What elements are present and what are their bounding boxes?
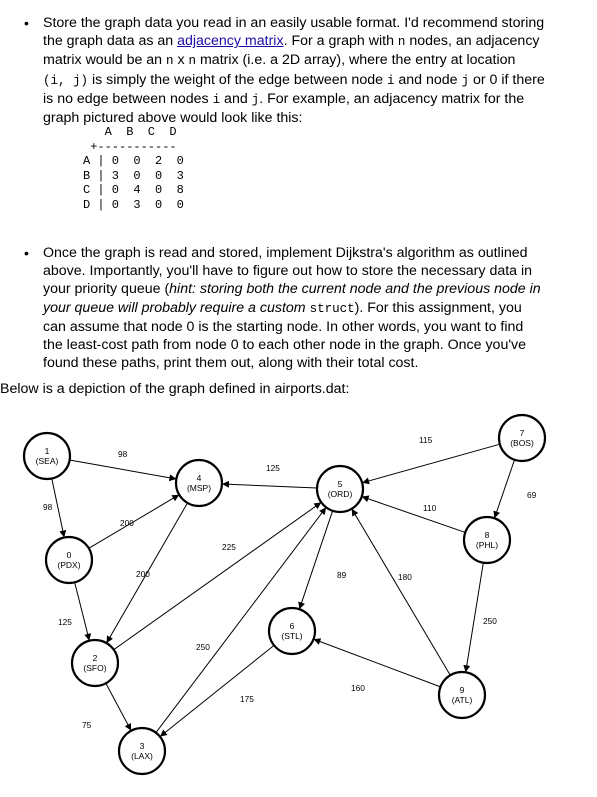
inline-code: j — [461, 73, 470, 88]
inline-code: (i, j) — [43, 73, 89, 88]
edge-9-6 — [314, 639, 441, 687]
text-run: and node — [394, 71, 462, 88]
edge-weight-9-5: 180 — [398, 572, 412, 582]
edge-1-0 — [52, 479, 64, 538]
text-run: the least-cost path from node 0 to each other node in the graph. Once you've — [43, 337, 527, 354]
edge-weight-6-3: 175 — [240, 694, 254, 704]
text-run: . For example, an adjacency matrix for the — [259, 90, 525, 107]
text-run: . For this assignment, you — [359, 299, 522, 316]
node-id: 1 — [44, 446, 50, 456]
edge-weight-1-0: 98 — [43, 502, 53, 512]
edge-weight-0-2: 125 — [58, 617, 72, 627]
node-id: 5 — [337, 479, 343, 489]
text-run: found these paths, print them out, along with their total cost. — [43, 355, 419, 372]
edge-8-9 — [466, 563, 484, 673]
text-run: x — [173, 52, 189, 69]
node-airport-code: (PHL) — [475, 540, 499, 550]
inline-code: n — [397, 35, 406, 50]
italic-hint: hint: storing both the current node and the previous node in — [169, 281, 541, 298]
node-id: 0 — [66, 550, 72, 560]
inline-code: j — [251, 92, 260, 107]
text-run: or 0 if there — [469, 71, 545, 88]
edge-weight-2-5: 225 — [222, 542, 236, 552]
italic-hint: your queue will probably require a custom — [43, 299, 310, 316]
node-id: 7 — [519, 428, 525, 438]
node-id: 3 — [139, 741, 145, 751]
edge-weight-2-3: 75 — [82, 720, 92, 730]
text-run: Store the graph data you read in an easily usable format. I'd recommend storing — [43, 15, 545, 31]
edge-weight-5-6: 89 — [337, 570, 347, 580]
text-run: your priority queue ( — [43, 281, 170, 298]
edge-weight-8-9: 250 — [483, 616, 497, 626]
node-airport-code: (ORD) — [327, 489, 353, 499]
node-airport-code: (BOS) — [510, 438, 534, 448]
text-run: nodes, an adjacency — [405, 33, 540, 50]
node-id: 9 — [459, 685, 465, 695]
graph-node-9 — [439, 672, 485, 718]
node-id: 8 — [484, 530, 490, 540]
text-run: ) — [354, 299, 360, 316]
edge-weight-0-4: 200 — [120, 518, 134, 528]
inline-code: i — [212, 92, 221, 107]
edge-weight-8-5: 110 — [423, 503, 437, 513]
node-airport-code: (PDX) — [57, 560, 81, 570]
node-id: 6 — [289, 621, 295, 631]
text-run: is simply the weight of the edge between node — [88, 71, 387, 88]
text-run: above. Importantly, you'll have to figure out how to store the necessary data in — [43, 263, 533, 280]
edge-weight-9-6: 160 — [351, 683, 365, 693]
inline-code: i — [386, 73, 395, 88]
edge-weight-7-5: 115 — [419, 435, 433, 445]
graph-caption: Below is a depiction of the graph defined in airports.dat: — [0, 381, 350, 397]
edge-0-2 — [75, 582, 90, 640]
graph-node-5 — [317, 466, 363, 512]
text-run: is no edge between nodes — [43, 90, 213, 107]
node-airport-code: (LAX) — [131, 751, 153, 761]
inline-code: struct — [309, 301, 355, 316]
graph-node-6 — [269, 608, 315, 654]
text-run: and — [220, 90, 252, 107]
edge-1-4 — [70, 460, 177, 479]
node-airport-code: (MSP) — [186, 483, 212, 493]
node-airport-code: (SFO) — [83, 663, 107, 673]
inline-code: n — [166, 54, 174, 69]
edge-2-3 — [106, 683, 131, 730]
adjacency-matrix-link[interactable]: adjacency matrix — [177, 33, 284, 50]
edge-weight-4-2: 200 — [136, 569, 150, 579]
graph-node-3 — [119, 728, 165, 774]
edge-weight-3-5: 250 — [196, 642, 210, 652]
graph-node-0 — [46, 537, 92, 583]
text-run: matrix (i.e. a 2D array), where the entry at location — [196, 52, 516, 69]
text-run: . For a graph with — [283, 33, 398, 50]
graph-node-7 — [499, 415, 545, 461]
text-run: matrix would be an — [43, 52, 167, 69]
graph-node-2 — [72, 640, 118, 686]
bullet-1-glyph: • — [24, 15, 29, 31]
graph-node-4 — [176, 460, 222, 506]
node-id: 2 — [92, 653, 98, 663]
edge-5-4 — [222, 484, 317, 488]
edge-weight-5-4: 125 — [266, 463, 280, 473]
adjacency-matrix-example: A B C D +----------- A | 0 0 2 0 B | 3 0 0 3 C | 0 4 0 8 D | 0 3 0 0 — [83, 125, 184, 212]
text-run: Once the graph is read and stored, implement Dijkstra's algorithm as outlined — [43, 245, 528, 261]
text-run: the graph data as an — [43, 33, 178, 50]
edge-6-3 — [160, 645, 274, 736]
node-id: 4 — [196, 473, 202, 483]
edge-8-5 — [362, 497, 466, 533]
node-airport-code: (ATL) — [451, 695, 473, 705]
inline-code: n — [188, 54, 197, 69]
edge-7-8 — [494, 460, 514, 518]
edge-weight-1-4: 98 — [118, 449, 128, 459]
graph-node-1 — [24, 433, 70, 479]
node-airport-code: (STL) — [281, 631, 303, 641]
text-run: graph pictured above would look like this: — [43, 110, 303, 127]
edge-5-6 — [299, 511, 332, 609]
edge-9-5 — [352, 509, 451, 675]
bullet-2-glyph: • — [24, 245, 29, 261]
edge-weight-7-8: 69 — [527, 490, 537, 500]
node-airport-code: (SEA) — [35, 456, 59, 466]
edge-7-5 — [362, 444, 500, 483]
text-run: can assume that node 0 is the starting node. In other words, you want to find — [43, 318, 524, 335]
graph-node-8 — [464, 517, 510, 563]
